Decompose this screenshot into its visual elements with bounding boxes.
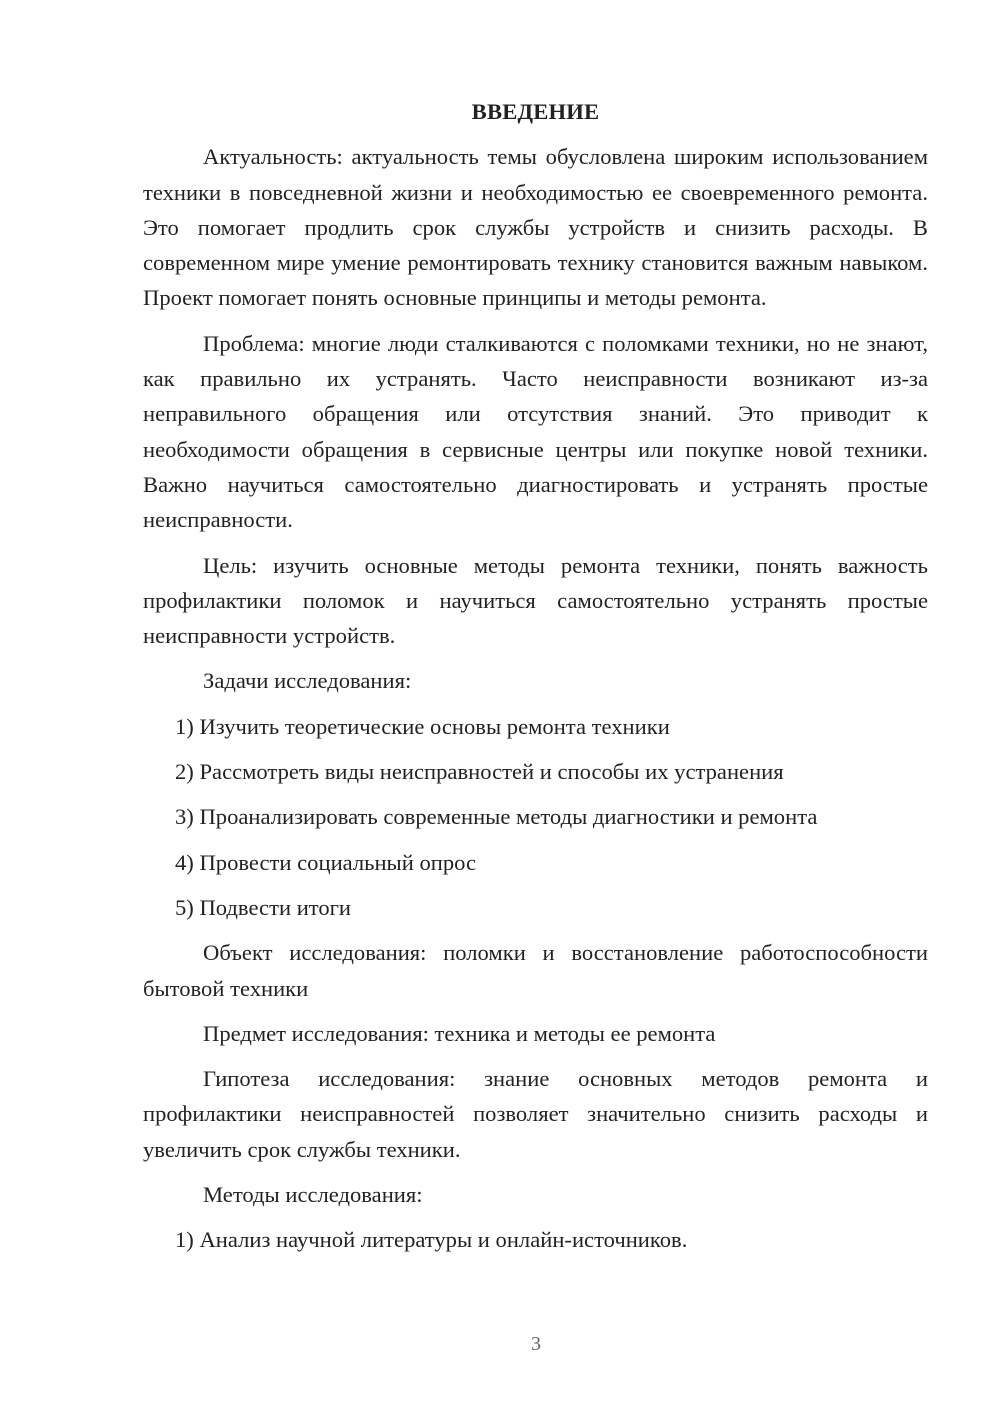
- hypothesis-paragraph: Гипотеза исследования: знание основных методов ремонта и профилактики неисправностей позволяет значительно снизить расходы и увеличить срок службы техники.: [143, 1066, 928, 1162]
- methods-list: [143, 1222, 928, 1257]
- goal-paragraph: Цель: изучить основные методы ремонта техники, понять важность профилактики поломок и научиться самостоятельно устранять простые неисправности устройств.: [143, 552, 928, 649]
- tasks-heading: Задачи исследования:: [203, 668, 412, 694]
- list-item: 1) Анализ научной литературы и онлайн-источников.: [175, 1227, 688, 1253]
- object-paragraph: Объект исследования: поломки и восстановление работоспособности бытовой техники: [143, 940, 928, 1001]
- document-page: [143, 94, 928, 1268]
- list-item: 3) Проанализировать современные методы диагностики и ремонта: [175, 804, 818, 830]
- page-title: ВВЕДЕНИЕ: [471, 99, 600, 124]
- problem-paragraph: Проблема: многие люди сталкиваются с поломками техники, но не знают, как правильно их устранять. Часто неисправности возникают из-за неправильного обращения или отсутствия знаний. Это приводит к необходимости обращения в сервисные центры или покупке новой техники. Важно научиться самостоятельно диагностировать и устранять простые неисправности.: [143, 330, 928, 533]
- methods-heading: Методы исследования:: [203, 1182, 423, 1208]
- list-item: 1) Изучить теоретические основы ремонта техники: [175, 713, 670, 739]
- page-number: 3: [531, 1333, 541, 1355]
- relevance-paragraph: Актуальность: актуальность темы обусловлена широким использованием техники в повседневной жизни и необходимостью ее своевременного ремонта. Это помогает продлить срок службы устройств и снизить расходы. В современном мире умение ремонтировать технику становится важным навыком. Проект помогает понять основные принципы и методы ремонта.: [143, 144, 928, 311]
- list-item: 2) Рассмотреть виды неисправностей и способы их устранения: [175, 759, 784, 785]
- list-item: 4) Провести социальный опрос: [175, 849, 477, 875]
- tasks-list: [143, 709, 928, 925]
- subject-paragraph: Предмет исследования: техника и методы ее ремонта: [203, 1020, 716, 1046]
- list-item: 5) Подвести итоги: [175, 894, 352, 920]
